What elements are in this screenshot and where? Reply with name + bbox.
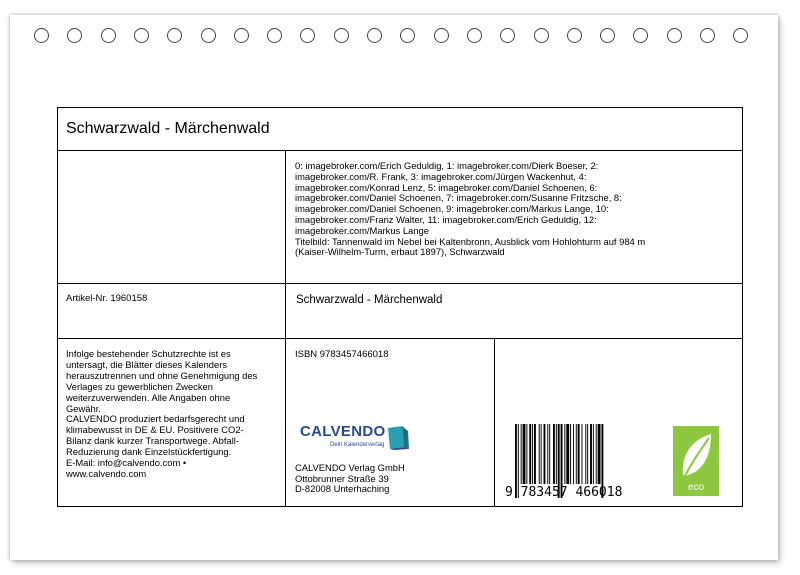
logo-tagline: Dein Kalenderverlag [330,442,385,448]
barcode-bar [585,424,586,484]
binding-hole [600,28,615,43]
binding-hole [700,28,715,43]
photo-credits [295,161,735,258]
binding-hole [567,28,582,43]
credit-line: imagebroker.com/R. Frank, 3: imagebroker.com/Jürgen Wackenhut, 4: [295,170,587,182]
binding-hole [633,28,648,43]
isbn-label: ISBN 9783457466018 [295,349,389,360]
binding-hole [334,28,349,43]
credit-line: imagebroker.com/Daniel Schoenen, 7: imagebroker.com/Susanne Fritzsche, 8: [295,192,622,204]
barcode-bar [564,424,565,484]
barcode-bar [590,424,592,484]
eco-leaf-icon [673,426,719,496]
barcode-bar [556,424,557,484]
barcode-bar [532,424,533,484]
binding-hole [534,28,549,43]
barcode-bar [549,424,550,484]
binding-hole [300,28,315,43]
barcode-bar [529,424,531,484]
barcode-bar [541,424,542,484]
divider [57,283,743,284]
legal-line: Reduzierung dank Einzelstückfertigung. [66,446,232,458]
barcode-number: 9 783457 466018 [505,485,623,500]
eco-label: eco [687,482,705,493]
divider [494,338,495,507]
address-line: D-82008 Unterhaching [295,483,390,495]
binding-hole [34,28,49,43]
barcode-bar [523,424,526,484]
legal-line: herauszutrennen und ohne Genehmigung des [66,369,258,381]
barcode-bar [596,424,597,484]
credit-line: 0: imagebroker.com/Erich Geduldig, 1: imagebroker.com/Dierk Boeser, 2: [295,160,599,171]
barcode-bar [593,424,594,484]
legal-line: Verlages zu gewerblichen Zwecken [66,380,213,392]
legal-line: Bilanz dank kurzer Transportwege. Abfall- [66,435,240,447]
barcode-bar [570,424,571,484]
legal-line: Infolge bestehender Schutzrechte ist es [66,348,231,359]
binding-hole [434,28,449,43]
legal-line: weiterzuverwenden. Alle Angaben ohne [66,391,231,403]
barcode-bar [573,424,574,484]
binding-hole [500,28,515,43]
legal-line: untersagt, die Blätter dieses Kalenders [66,358,228,370]
barcode-bar [553,424,555,484]
barcode-bar [521,424,522,484]
legal-line: Gewähr. [66,402,101,414]
binding-hole [367,28,382,43]
calendar-subtitle: Schwarzwald - Märchenwald [296,294,443,306]
address-line: Ottobrunner Straße 39 [295,472,389,484]
barcode-bar [598,424,601,484]
legal-notice [66,349,281,480]
address-line: CALVENDO Verlag GmbH [295,462,405,473]
binding-hole [467,28,482,43]
credit-line: imagebroker.com/Konrad Lenz, 5: imagebroker.com/Daniel Schoenen, 6: [295,181,598,193]
barcode-bar [582,424,583,484]
article-number: Artikel-Nr. 1960158 [66,293,148,304]
legal-line: CALVENDO produziert bedarfsgerecht und [66,413,245,425]
credit-line: imagebroker.com/Markus Lange [295,224,429,236]
binding-hole [67,28,82,43]
barcode-bar [539,424,540,484]
publisher-address [295,463,405,495]
credit-line: Titelbild: Tannenwald im Nebel bei Kaltenbronn, Ausblick vom Hohlohturm auf 984 m [295,235,646,247]
binding-hole [134,28,149,43]
binding-hole [400,28,415,43]
calvendo-logo [300,421,412,453]
divider [285,150,286,507]
barcode-bar [544,424,546,484]
binding-hole [667,28,682,43]
barcode-bar [526,424,527,484]
credit-line: imagebroker.com/Franz Walter, 11: imagebroker.com/Erich Geduldig, 12: [295,213,597,225]
binding-hole [267,28,282,43]
logo-name: CALVENDO [300,423,386,440]
binding-hole [101,28,116,43]
divider [57,150,743,151]
barcode-bar [578,424,580,484]
divider [57,338,743,339]
binding-holes [0,28,800,48]
page-title: Schwarzwald - Märchenwald [66,120,270,137]
barcode-bar [547,424,548,484]
barcode-bar [534,424,536,484]
binding-hole [201,28,216,43]
credit-line: (Kaiser-Wilhelm-Turm, erbaut 1897), Schwarzwald [295,246,505,258]
binding-hole [234,28,249,43]
barcode-bar [587,424,588,484]
binding-hole [167,28,182,43]
barcode-bar [576,424,577,484]
barcode-bar [566,424,569,484]
binding-hole [733,28,748,43]
legal-line: E-Mail: info@calvendo.com • [66,457,187,469]
legal-line: klimabewusst in DE & EU. Positivere CO2- [66,424,244,436]
logo-mark-icon [384,425,410,451]
legal-line: www.calvendo.com [66,467,147,479]
credit-line: imagebroker.com/Daniel Schoenen, 9: imagebroker.com/Markus Lange, 10: [295,203,609,215]
